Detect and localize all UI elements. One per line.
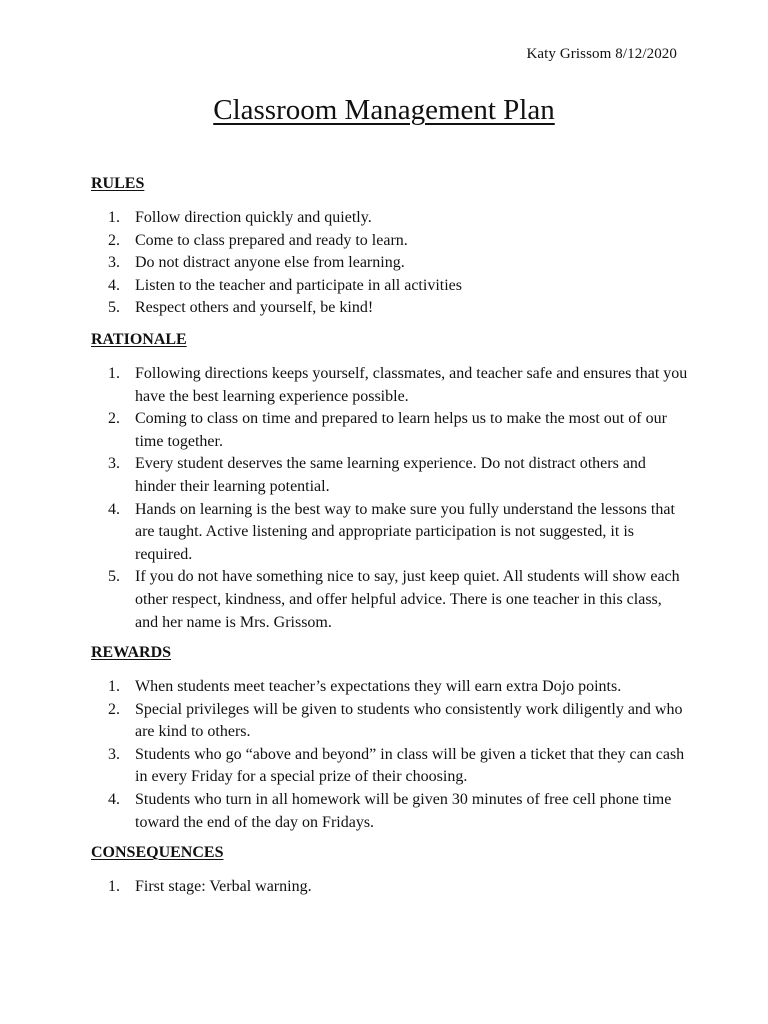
list-item [108, 699, 688, 744]
rules-list [108, 207, 688, 320]
list-text: Students who turn in all homework will be given 30 minutes of free cell phone time toward the end of the day on Fridays. [135, 790, 672, 831]
list-text: Respect others and yourself, be kind! [135, 299, 374, 317]
list-number: 1. [108, 878, 120, 895]
list-item [108, 275, 688, 298]
list-text: Coming to class on time and prepared to learn helps us to make the most out of our time together. [135, 410, 667, 450]
list-text: Hands on learning is the best way to make sure you fully understand the lessons that are taught. Active listening and appropriate participation is not suggested, it is required. [135, 500, 675, 563]
list-number: 3. [108, 254, 120, 272]
list-text: When students meet teacher’s expectations they will earn extra Dojo points. [135, 678, 622, 695]
list-item [108, 566, 688, 634]
list-number: 2. [108, 410, 120, 428]
list-item [108, 499, 688, 567]
list-number: 2. [108, 231, 120, 249]
list-number: 2. [108, 700, 120, 718]
list-item [108, 876, 688, 899]
list-item [108, 297, 688, 320]
list-number: 1. [108, 678, 120, 695]
list-number: 5. [108, 299, 120, 317]
list-text: First stage: Verbal warning. [135, 878, 312, 895]
section-heading-consequences: CONSEQUENCES [91, 844, 224, 861]
list-item [108, 230, 688, 253]
section-heading-rules: RULES [91, 175, 145, 192]
author-date: Katy Grissom 8/12/2020 [526, 46, 677, 62]
list-item [108, 408, 688, 453]
list-text: Special privileges will be given to students who consistently work diligently and who are kind to others. [135, 700, 683, 741]
list-number: 1. [108, 365, 120, 382]
list-number: 3. [108, 455, 120, 473]
section-heading-rewards: REWARDS [91, 644, 172, 661]
list-number: 1. [108, 209, 120, 226]
list-item [108, 789, 688, 834]
list-number: 5. [108, 568, 120, 586]
list-text: Listen to the teacher and participate in all activities [135, 276, 462, 294]
consequences-list [108, 876, 688, 899]
rationale-list [108, 363, 688, 634]
list-item [108, 252, 688, 275]
list-number: 4. [108, 790, 120, 808]
rewards-list [108, 676, 688, 834]
list-item [108, 676, 688, 699]
list-item [108, 363, 688, 408]
page-title: Classroom Management Plan [213, 94, 555, 126]
list-text: Students who go “above and beyond” in class will be given a ticket that they can cash in every Friday for a special prize of their choosing. [135, 745, 685, 786]
list-text: Come to class prepared and ready to learn. [135, 231, 408, 249]
list-text: Every student deserves the same learning experience. Do not distract others and hinder their learning potential. [135, 455, 646, 495]
list-number: 4. [108, 500, 120, 518]
list-item [108, 207, 688, 230]
list-text: If you do not have something nice to say, just keep quiet. All students will show each other respect, kindness, and offer helpful advice. There is one teacher in this class, and her name is Mrs. Grissom. [135, 568, 680, 631]
list-text: Follow direction quickly and quietly. [135, 209, 372, 226]
list-text: Do not distract anyone else from learning. [135, 254, 405, 272]
list-number: 3. [108, 745, 120, 763]
list-text: Following directions keeps yourself, classmates, and teacher safe and ensures that you have the best learning experience possible. [135, 365, 688, 405]
section-heading-rationale: RATIONALE [91, 331, 187, 348]
list-item [108, 744, 688, 789]
list-number: 4. [108, 276, 120, 294]
list-item [108, 453, 688, 498]
